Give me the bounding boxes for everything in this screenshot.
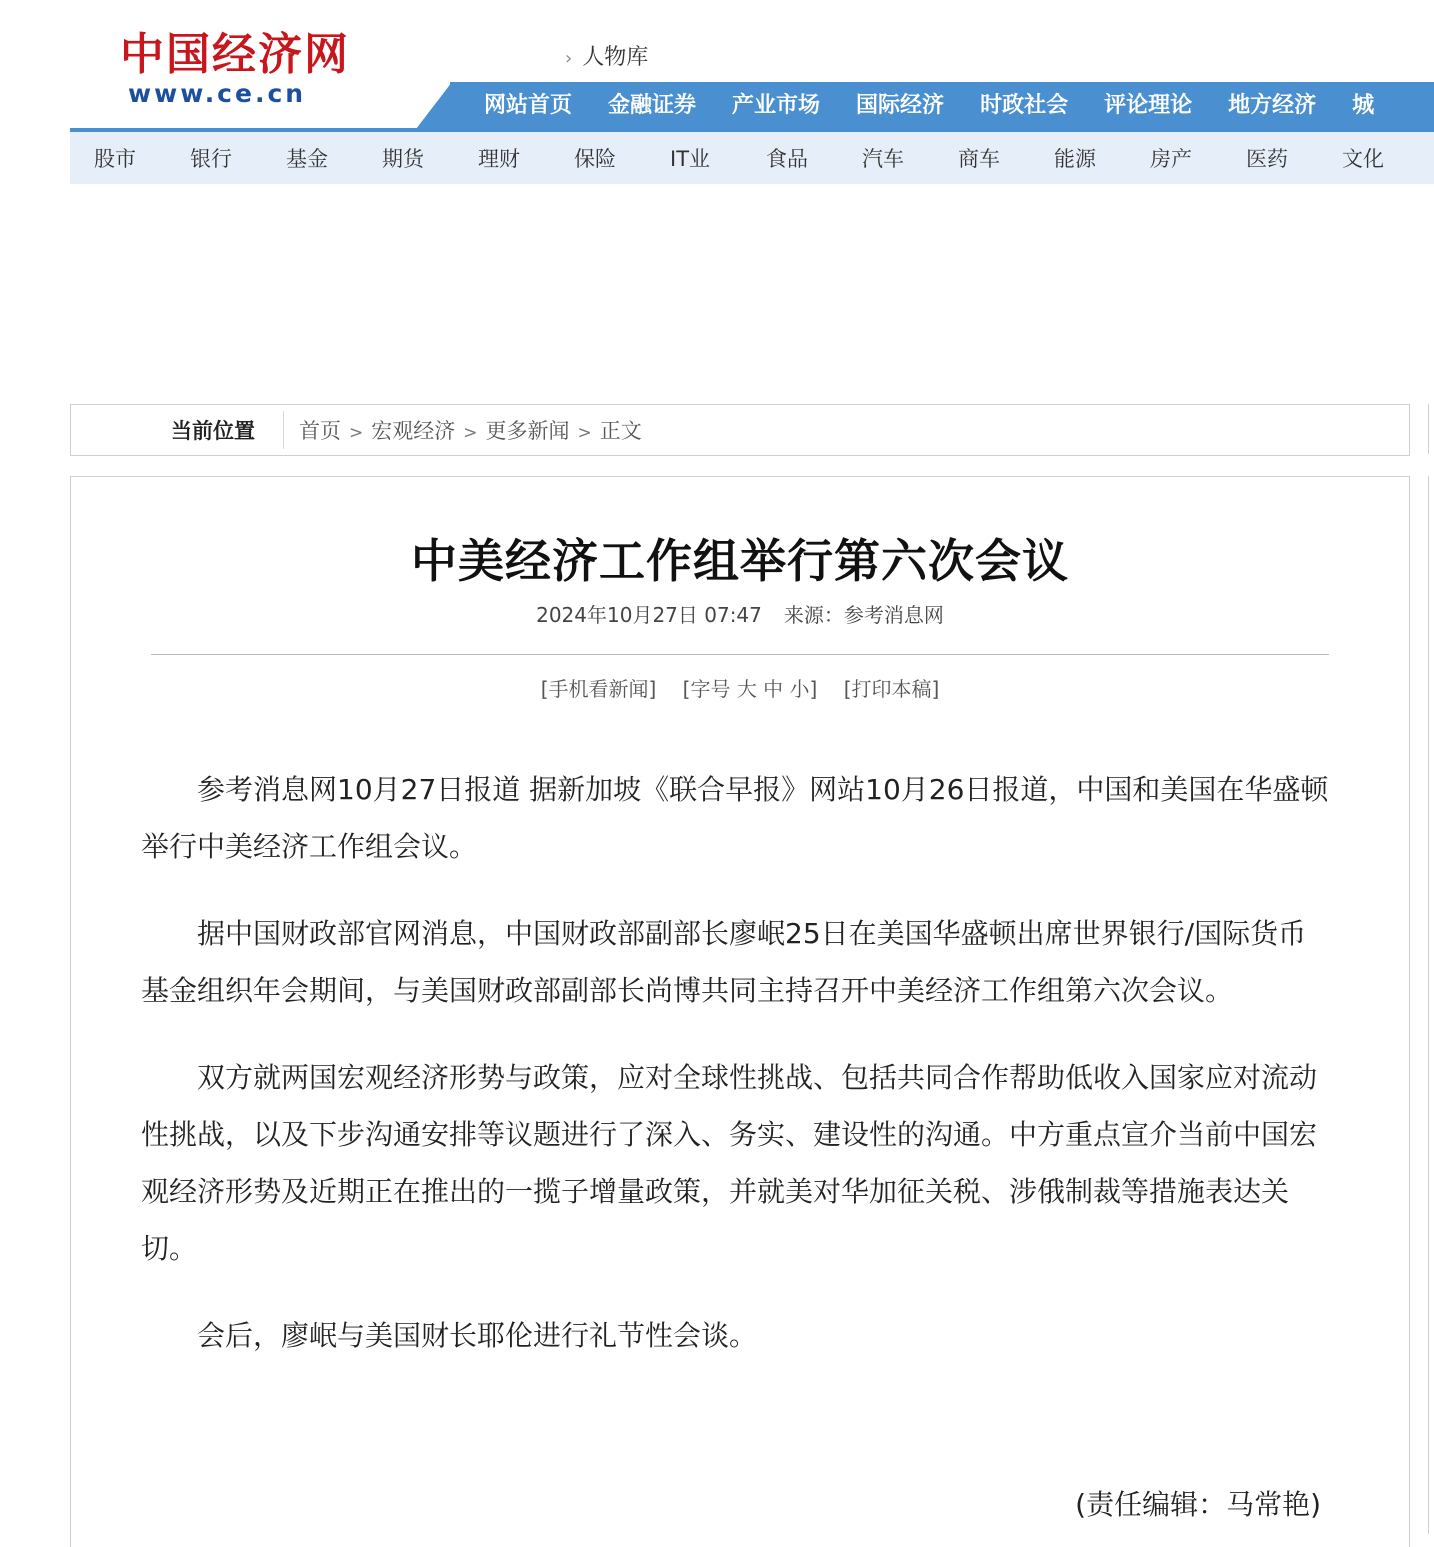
main-nav (450, 82, 1434, 129)
article-paragraph: 据中国财政部官网消息，中国财政部副部长廖岷25日在美国华盛顿出席世界银行/国际货币基金组织年会期间，与美国财政部副部长尚博共同主持召开中美经济工作组第六次会议。 (141, 917, 1307, 1007)
sub-nav-item-it[interactable]: IT业 (670, 147, 711, 171)
breadcrumb-separator: > (349, 423, 364, 443)
article-tools (71, 673, 1409, 702)
sub-nav-item-stocks[interactable]: 股市 (94, 147, 136, 171)
sub-nav-item-medicine[interactable]: 医药 (1246, 147, 1288, 171)
breadcrumb-separator: > (577, 423, 592, 443)
breadcrumb-divider (283, 411, 284, 449)
sub-nav-item-auto[interactable]: 汽车 (862, 147, 904, 171)
sub-nav-item-wealth[interactable]: 理财 (478, 147, 520, 171)
breadcrumb-label: 当前位置 (171, 419, 255, 443)
sidebar-edge-top (1428, 404, 1434, 454)
main-nav-item-industry[interactable]: 产业市场 (732, 93, 821, 118)
breadcrumb-item-macro[interactable]: 宏观经济 (371, 419, 456, 443)
article-paragraph: 参考消息网10月27日报道 据新加坡《联合早报》网站10月26日报道，中国和美国在华盛顿举行中美经济工作组会议。 (141, 773, 1329, 863)
sub-nav-item-banks[interactable]: 银行 (190, 147, 232, 171)
sub-nav-item-culture[interactable]: 文化 (1342, 147, 1384, 171)
main-nav-item-home[interactable]: 网站首页 (484, 93, 573, 118)
breadcrumb-path (299, 405, 642, 459)
main-nav-item-finance[interactable]: 金融证券 (608, 93, 697, 118)
sub-nav-item-insurance[interactable]: 保险 (574, 147, 616, 171)
article-divider (151, 654, 1329, 655)
sub-nav-item-commercial-vehicles[interactable]: 商车 (958, 147, 1000, 171)
people-library-link[interactable] (565, 40, 648, 71)
main-nav-item-city[interactable]: 城 (1352, 93, 1375, 118)
sub-nav-item-real-estate[interactable]: 房产 (1150, 147, 1192, 171)
article-panel (70, 476, 1410, 1547)
breadcrumb-item-more-news[interactable]: 更多新闻 (485, 419, 570, 443)
article-meta (71, 599, 1409, 628)
site-logo[interactable] (120, 30, 350, 110)
breadcrumb-item-home[interactable]: 首页 (299, 419, 341, 443)
article-source: 来源：参考消息网 (783, 603, 944, 627)
article-datetime: 2024年10月27日 07:47 (536, 603, 762, 627)
sub-nav-item-energy[interactable]: 能源 (1054, 147, 1096, 171)
breadcrumb (70, 404, 1410, 456)
main-nav-item-international[interactable]: 国际经济 (856, 93, 945, 118)
article-paragraph: 双方就两国宏观经济形势与政策，应对全球性挑战、包括共同合作帮助低收入国家应对流动性挑战，以及下步沟通安排等议题进行了深入、务实、建设性的沟通。中方重点宣介当前中国宏观经济形势及近期正在推出的一揽子增量政策，并就美对华加征关税、涉俄制裁等措施表达关切。 (141, 1061, 1318, 1265)
article-editor: (责任编辑：马常艳) (1075, 1488, 1321, 1521)
sub-nav-item-funds[interactable]: 基金 (286, 147, 328, 171)
article-paragraph: 会后，廖岷与美国财长耶伦进行礼节性会谈。 (197, 1319, 758, 1352)
main-nav-item-local[interactable]: 地方经济 (1228, 93, 1317, 118)
print-link[interactable]: [打印本稿] (843, 677, 940, 701)
sidebar-edge (1428, 476, 1434, 1534)
article-title: 中美经济工作组举行第六次会议 (411, 534, 1069, 588)
main-nav-slant (416, 82, 452, 129)
sub-nav (70, 132, 1434, 184)
breadcrumb-item-current: 正文 (599, 419, 642, 443)
people-library-label: 人物库 (582, 45, 649, 70)
main-nav-item-politics[interactable]: 时政社会 (980, 93, 1069, 118)
breadcrumb-separator: > (463, 423, 478, 443)
font-size-control[interactable]: [字号 大 中 小] (682, 677, 818, 701)
sub-nav-item-food[interactable]: 食品 (766, 147, 808, 171)
chevron-right-icon: › (565, 48, 573, 69)
logo-url-text: www.ce.cn (128, 79, 307, 108)
article-body (141, 761, 1333, 1394)
main-nav-item-commentary[interactable]: 评论理论 (1104, 93, 1193, 118)
logo-chinese-text: 中国经济网 (120, 29, 350, 80)
sub-nav-item-futures[interactable]: 期货 (382, 147, 424, 171)
mobile-news-link[interactable]: [手机看新闻] (540, 677, 657, 701)
